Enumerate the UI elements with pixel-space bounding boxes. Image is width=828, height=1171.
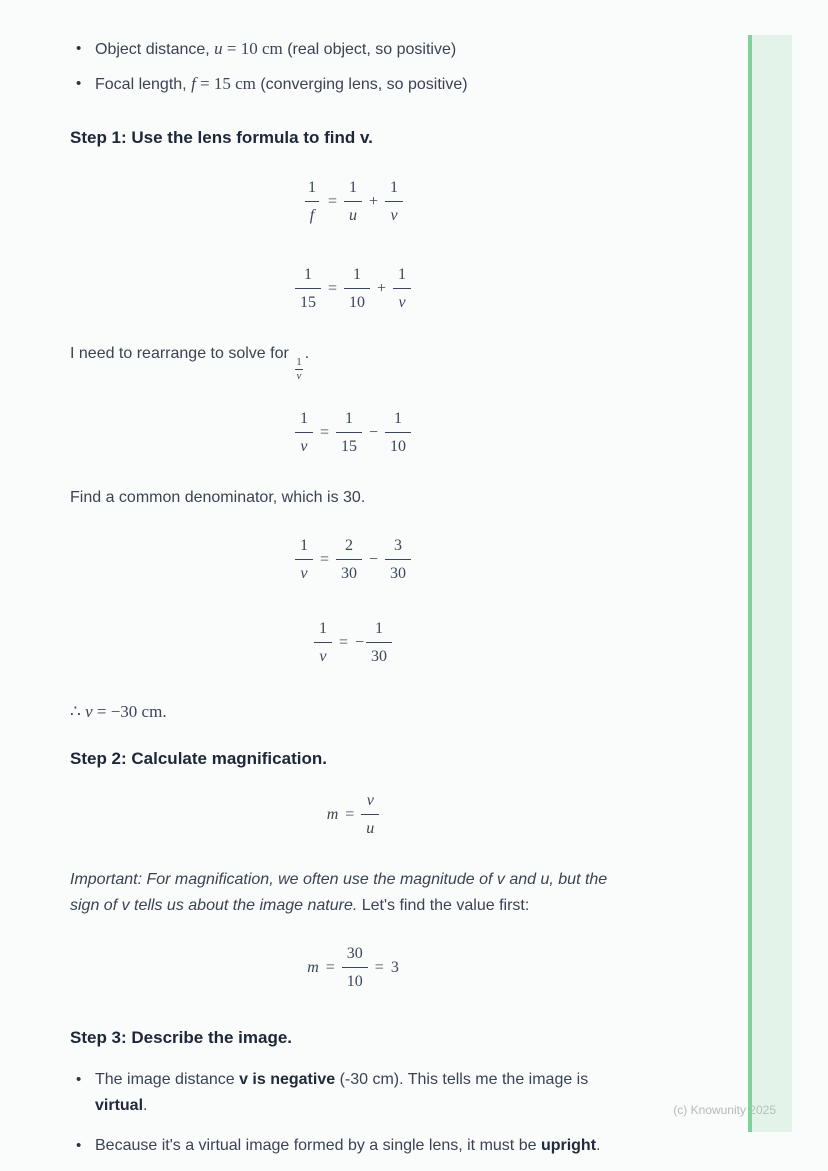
rearrange-sentence [70,341,636,382]
fraction [393,264,411,313]
fraction-numerator: 1 [390,179,399,196]
bullet-icon: • [76,1137,82,1154]
fraction [385,535,411,584]
bullet-bold-text: upright [540,1137,597,1154]
fraction-denominator: 15 [295,288,321,313]
fraction-denominator: u [361,814,379,839]
conclusion-list [70,1067,636,1159]
therefore-symbol: ∴ [70,702,86,721]
bullet-text: (converging lens, so positive) [255,76,468,93]
bullet-text: Because it's a virtual image formed by a single lens, it must be [95,1137,541,1154]
given-values-list [70,36,636,98]
inline-fraction [294,357,304,382]
step3-heading: Step 3: Describe the image. [70,1028,293,1047]
minus-sign: − [369,550,379,568]
fraction [295,264,321,313]
math-variable: f [191,74,196,93]
fraction-numerator: 1 [375,620,384,637]
bullet-text: . [143,1097,148,1114]
fraction-numerator: 1 [318,620,327,637]
note-italic-text: Important: For magnification, we often use the magnitude of v and u, but the sign of v tells us about the image nature. [70,871,608,914]
bullet-text: . [596,1137,601,1154]
copyright-watermark: (c) Knowunity 2025 [673,1103,776,1117]
green-highlight-bar [748,35,792,1132]
fraction [366,618,392,667]
list-item [70,36,636,63]
formula-common-denominator [70,535,636,584]
fraction-numerator: v [366,792,374,809]
list-item [70,71,636,98]
step1-heading: Step 1: Use the lens formula to find v. [70,128,373,147]
fraction [361,790,379,839]
formula-result [70,618,636,667]
bullet-bold-text: virtual [95,1097,144,1114]
fraction [344,264,370,313]
formula-lens-general [70,177,636,226]
bullet-text: (-30 cm). This tells me the image is [335,1071,589,1088]
fraction-numerator: 1 [353,266,361,283]
fraction-denominator: v [295,432,312,457]
math-text: = −30 cm. [92,702,167,721]
common-denominator-sentence: Find a common denominator, which is 30. [70,489,366,506]
formula-lens-values [70,264,636,313]
math-text: = 15 cm [195,74,256,93]
fraction-numerator: 1 [303,266,312,283]
note-plain-text: Let's find the value first: [357,897,530,914]
fraction [336,408,362,457]
important-note [70,867,636,919]
fraction-numerator: 1 [394,410,403,427]
math-variable: u [214,39,223,58]
math-variable: m [326,805,339,823]
bullet-text: Focal length, [95,76,192,93]
fraction-denominator: 30 [336,559,362,584]
bullet-icon: • [76,1071,82,1088]
bullet-bold-text: v is negative [239,1071,336,1088]
equals-sign: = [374,958,384,976]
fraction-denominator: v [393,288,410,313]
fraction-numerator: 1 [345,410,353,427]
fraction-numerator: 30 [346,945,363,962]
document-content [70,0,636,1159]
equals-sign: = [325,958,335,976]
fraction-denominator: u [344,201,362,226]
equals-sign: = [319,423,329,441]
fraction [336,535,362,584]
fraction-denominator: 30 [385,559,411,584]
conclusion-v [70,699,636,725]
fraction [344,177,362,226]
formula-rearranged [70,408,636,457]
sentence-text: . [304,345,310,362]
math-text: = 10 cm [222,39,283,58]
fraction [314,618,332,667]
fraction-denominator: 10 [342,967,368,992]
fraction-numerator: 1 [398,266,407,283]
fraction-denominator: 10 [385,432,411,457]
minus-sign: − [369,423,379,441]
math-value: 3 [390,958,399,976]
math-variable: v [85,702,93,721]
fraction-denominator: 15 [336,432,362,457]
fraction-numerator: 1 [299,410,308,427]
fraction [342,943,368,992]
list-item [70,1133,636,1159]
fraction [295,408,313,457]
equals-sign: = [319,550,329,568]
equals-sign: = [345,805,355,823]
plus-sign: + [377,279,387,297]
fraction-numerator: 1 [296,356,302,368]
fraction-denominator: f [305,201,319,226]
plus-sign: + [369,192,379,210]
minus-sign: − [355,633,365,651]
formula-magnification-value [70,943,636,992]
fraction-numerator: 2 [345,537,353,554]
fraction [385,408,411,457]
fraction-numerator: 1 [307,179,316,196]
math-variable: m [307,958,319,976]
fraction-numerator: 1 [349,179,357,196]
fraction [295,535,313,584]
step2-heading: Step 2: Calculate magnification. [70,749,327,768]
fraction [385,177,403,226]
sentence-text: I need to rearrange to solve for [70,345,294,362]
bullet-text: (real object, so positive) [282,41,457,58]
fraction-denominator: v [296,370,302,382]
bullet-text: The image distance [95,1071,240,1088]
fraction-denominator: 30 [366,642,392,667]
fraction [303,177,321,226]
formula-magnification-definition [70,790,636,839]
equals-sign: = [327,279,337,297]
fraction-numerator: 3 [394,537,403,554]
fraction-numerator: 1 [299,537,308,554]
equals-sign: = [327,192,337,210]
equals-sign: = [338,633,348,651]
fraction-denominator: v [295,559,312,584]
bullet-text: Object distance, [95,41,215,58]
fraction-denominator: v [314,642,331,667]
bullet-icon: • [76,40,82,57]
bullet-icon: • [76,75,82,92]
list-item [70,1067,636,1119]
fraction-denominator: v [385,201,402,226]
fraction-denominator: 10 [344,288,370,313]
